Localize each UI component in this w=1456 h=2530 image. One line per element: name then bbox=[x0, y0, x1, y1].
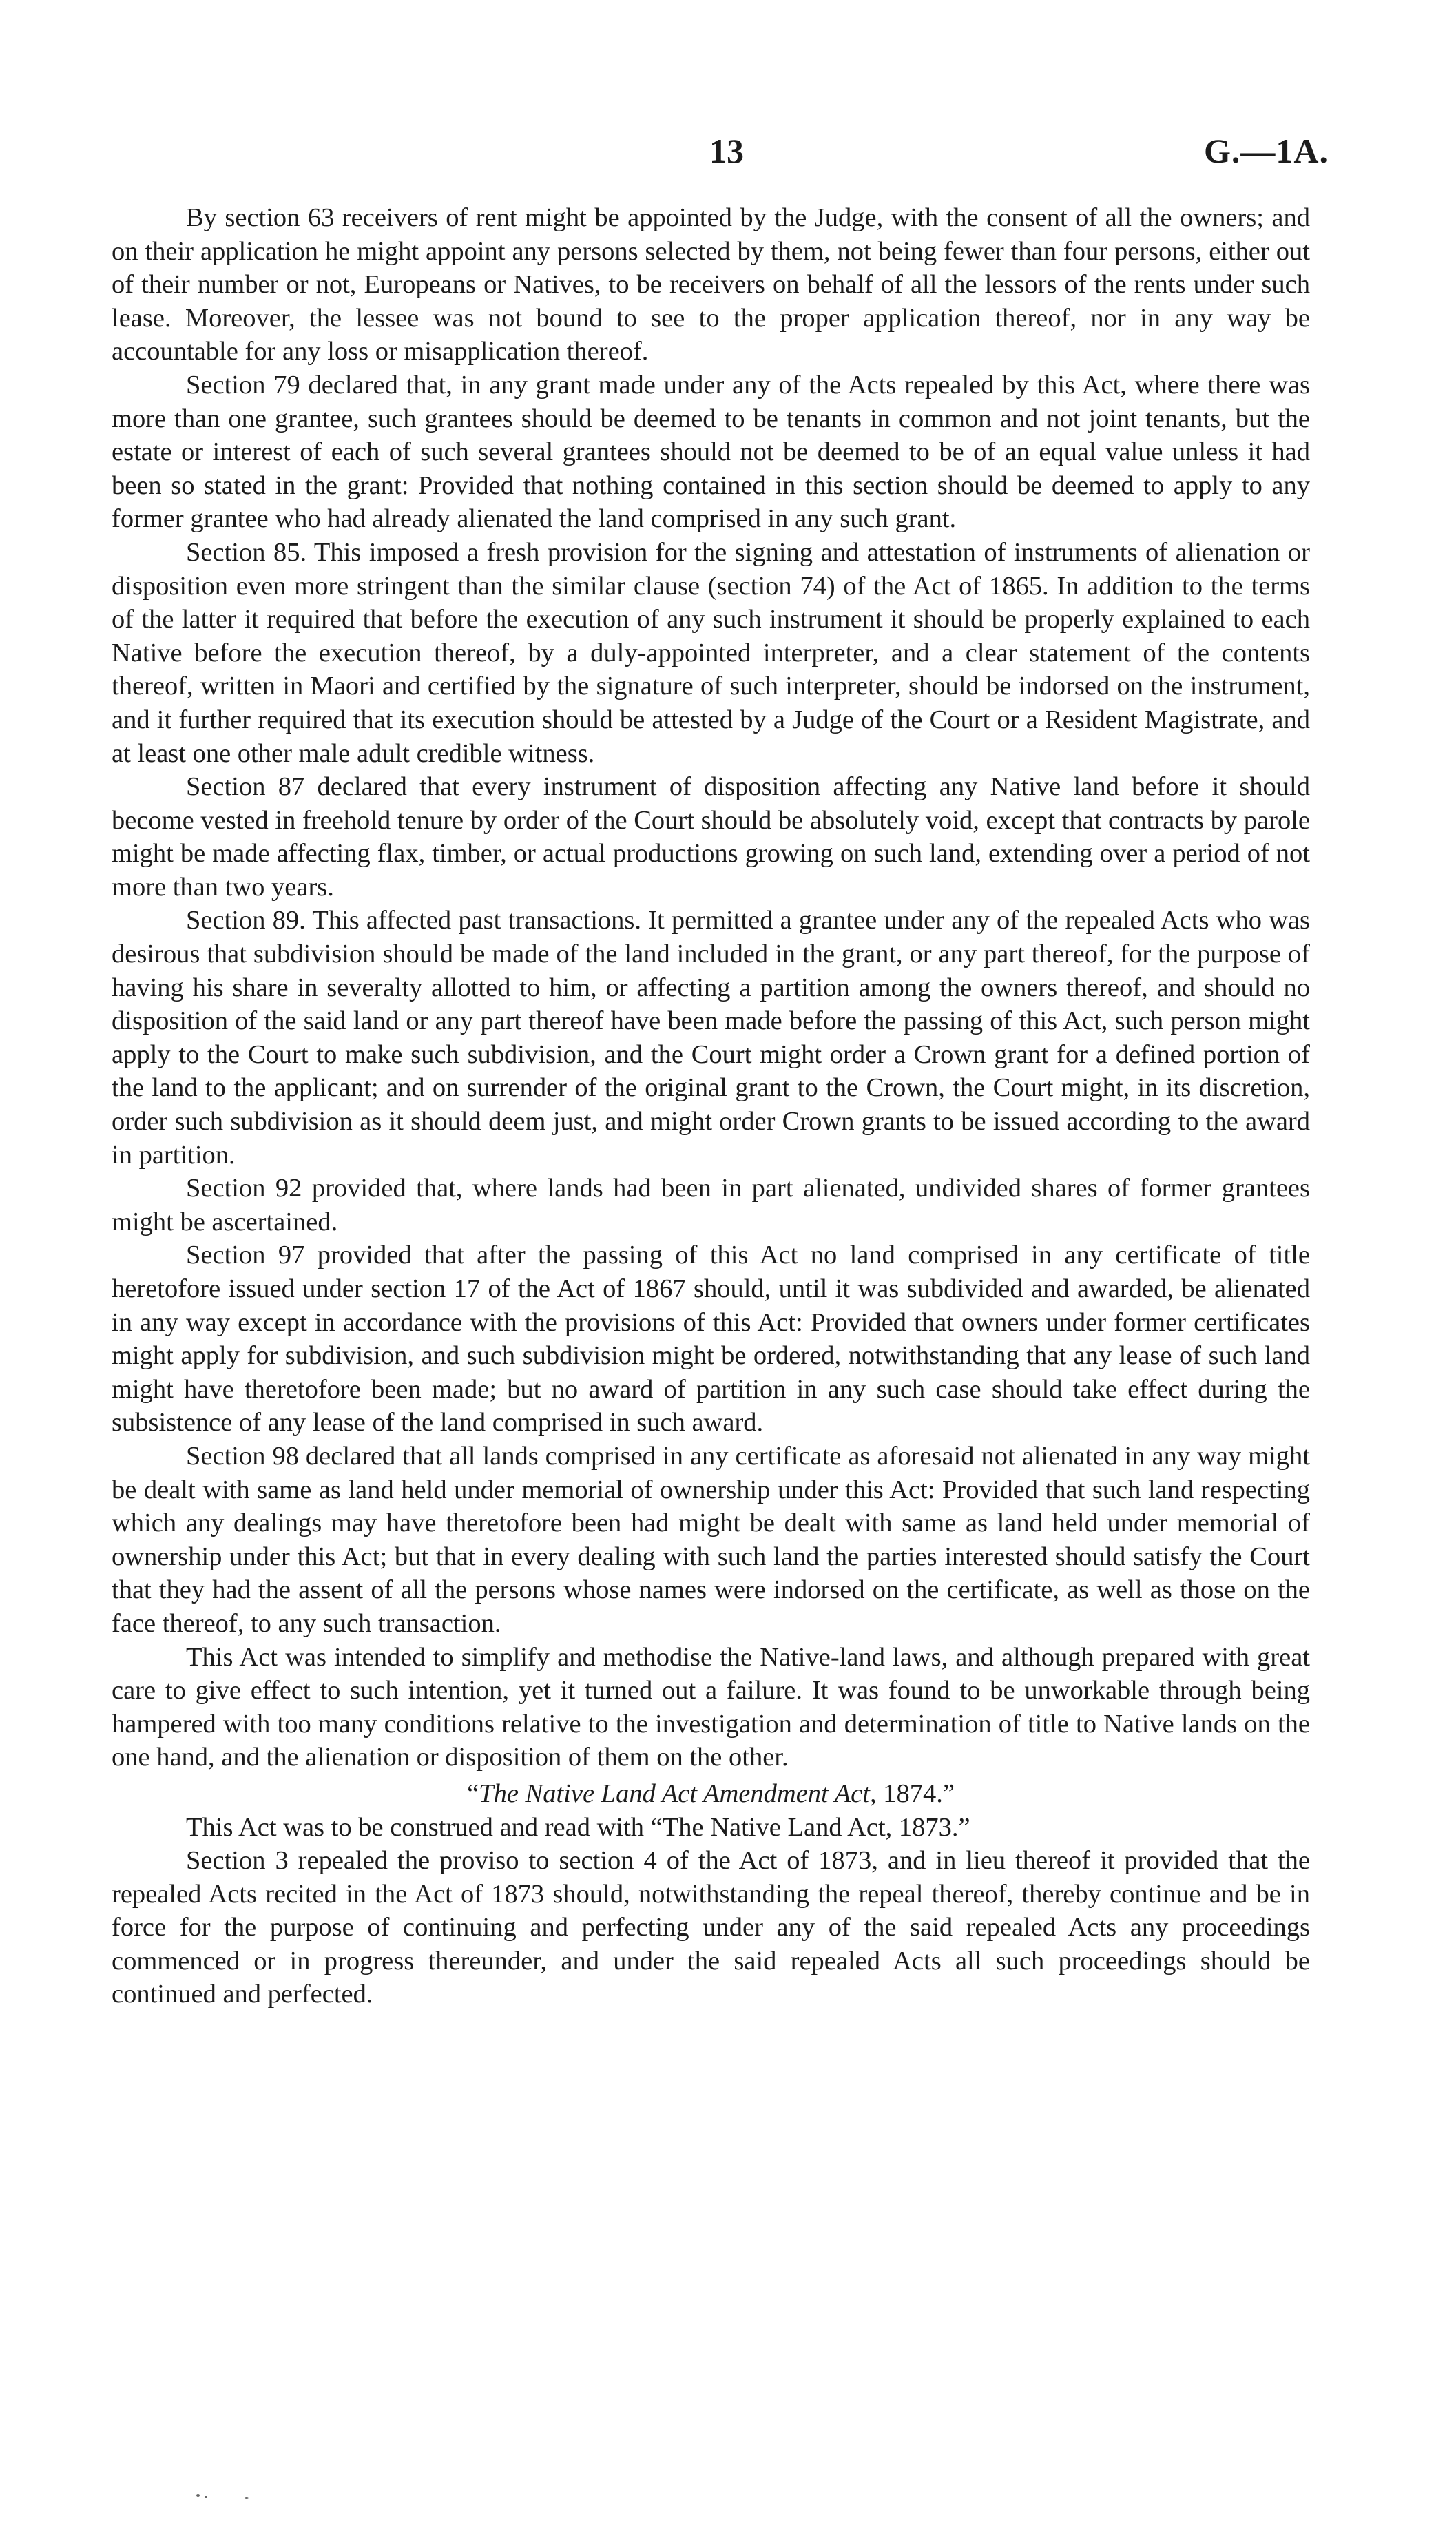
heading-act-year: 1874.” bbox=[876, 1779, 955, 1808]
heading-open-quote: “ bbox=[467, 1779, 479, 1808]
scan-specks bbox=[196, 2490, 251, 2504]
paragraph-section-85: Section 85. This imposed a fresh provision for the signing and attestation of instruments of alienation or disposition even more stringent than the similar clause (section 74) of the Act of 1865. In addition to the terms of the latter it required that before the execution of any such instrument it should be properly explained to each Native before the execution thereof, by a duly-appointed interpreter, and a clear statement of the contents thereof, written in Maori and certified by the signature of such interpreter, should be indorsed on the instrument, and it further required that its execution should be attested by a Judge of the Court or a Resident Magistrate, and at least one other male adult credible witness. bbox=[112, 537, 1310, 768]
paragraph-section-89: Section 89. This affected past transactions. It permitted a grantee under any of the repealed Acts who was desirous that subdivision should be made of the land included in the grant, or any part thereof, for the purpose of having his share in severalty allotted to him, or affecting a partition among the owners thereof, and should no disposition of the said land or any part thereof have been made before the passing of this Act, such person might apply to the Court to make such subdivision, and the Court might order a Crown grant for a defined portion of the land to the applicant; and on surrender of the original grant to the Crown, the Court might, in its discretion, order such subdivision as it should deem just, and might order Crown grants to be issued according to the award in partition. bbox=[112, 906, 1310, 1170]
speck-mark bbox=[196, 2494, 200, 2497]
document-reference: G.—1A. bbox=[1204, 132, 1329, 170]
paragraph-section-98: Section 98 declared that all lands comprised in any certificate as aforesaid not alienated in any way might be dealt with same as land held under memorial of ownership under this Act: Provided that such land respecting which any dealings may have theretofore been had might be dealt with same as land held under memorial of ownership under this Act; but that in every dealing with such land the parties interested should satisfy the Court that they had the assent of all the persons whose names were indorsed on the certificate, as well as those on the face thereof, to any such transaction. bbox=[112, 1441, 1310, 1638]
paragraph-section-97: Section 97 provided that after the passing of this Act no land comprised in any certificate of title heretofore issued under section 17 of the Act of 1867 should, until it was subdivided and awarded, be alienated in any way except in accordance with the provisions of this Act: Provided that owners under former certificates might apply for subdivision, and such subdivision might be ordered, notwithstanding that any lease of such land might have theretofore been made; but no award of partition in any such case should take effect during the subsistence of any lease of the land comprised in such award. bbox=[112, 1241, 1310, 1438]
speck-mark bbox=[205, 2496, 207, 2498]
speck-mark bbox=[245, 2497, 249, 2499]
paragraph-construed: This Act was to be construed and read with “The Native Land Act, 1873.” bbox=[186, 1812, 970, 1842]
paragraph-section-87: Section 87 declared that every instrument of disposition affecting any Native land before it should become vested in freehold tenure by order of the Court should be absolutely void, except that contracts by parole might be made affecting flax, timber, or actual productions growing on such land, extending over a period of not more than two years. bbox=[112, 772, 1310, 902]
page-number: 13 bbox=[709, 132, 744, 170]
paragraph-act-summary: This Act was intended to simplify and methodise the Native-land laws, and although prepared with great care to give effect to such intention, yet it turned out a failure. It was found to be unworkable through being hampered with too many conditions relative to the investigation and determination of title to Native lands on the one hand, and the alienation or disposition of them on the other. bbox=[112, 1642, 1310, 1772]
paragraph-section-92: Section 92 provided that, where lands had been in part alienated, undivided shares of former grantees might be ascertained. bbox=[112, 1174, 1310, 1236]
section-heading bbox=[112, 1777, 1310, 1811]
paragraph-section-79: Section 79 declared that, in any grant made under any of the Acts repealed by this Act, where there was more than one grantee, such grantees should be deemed to be tenants in common and not joint tenants, but the estate or interest of each of such several grantees should not be deemed to be of an equal value unless it had been so stated in the grant: Provided that nothing contained in this section should be deemed to apply to any former grantee who had already alienated the land comprised in any such grant. bbox=[112, 370, 1310, 534]
heading-act-title: The Native Land Act Amendment Act, bbox=[479, 1779, 877, 1808]
paragraph-section-63: By section 63 receivers of rent might be appointed by the Judge, with the consent of all the owners; and on their application he might appoint any persons selected by them, not being fewer than four persons, either out of their number or not, Europeans or Natives, to be receivers on behalf of all the lessors of the rents under such lease. Moreover, the lessee was not bound to see to the proper application thereof, nor in any way be accountable for any loss or misapplication thereof. bbox=[112, 203, 1310, 366]
page-body bbox=[112, 201, 1310, 2011]
paragraph-section-3: Section 3 repealed the proviso to section 4 of the Act of 1873, and in lieu thereof it provided that the repealed Acts recited in the Act of 1873 should, notwithstanding the repeal thereof, thereby continue and be in force for the purpose of continuing and perfecting under any of the said repealed Acts any proceedings commenced or in progress thereunder, and under the said repealed Acts all such proceedings should be continued and perfected. bbox=[112, 1846, 1310, 2009]
